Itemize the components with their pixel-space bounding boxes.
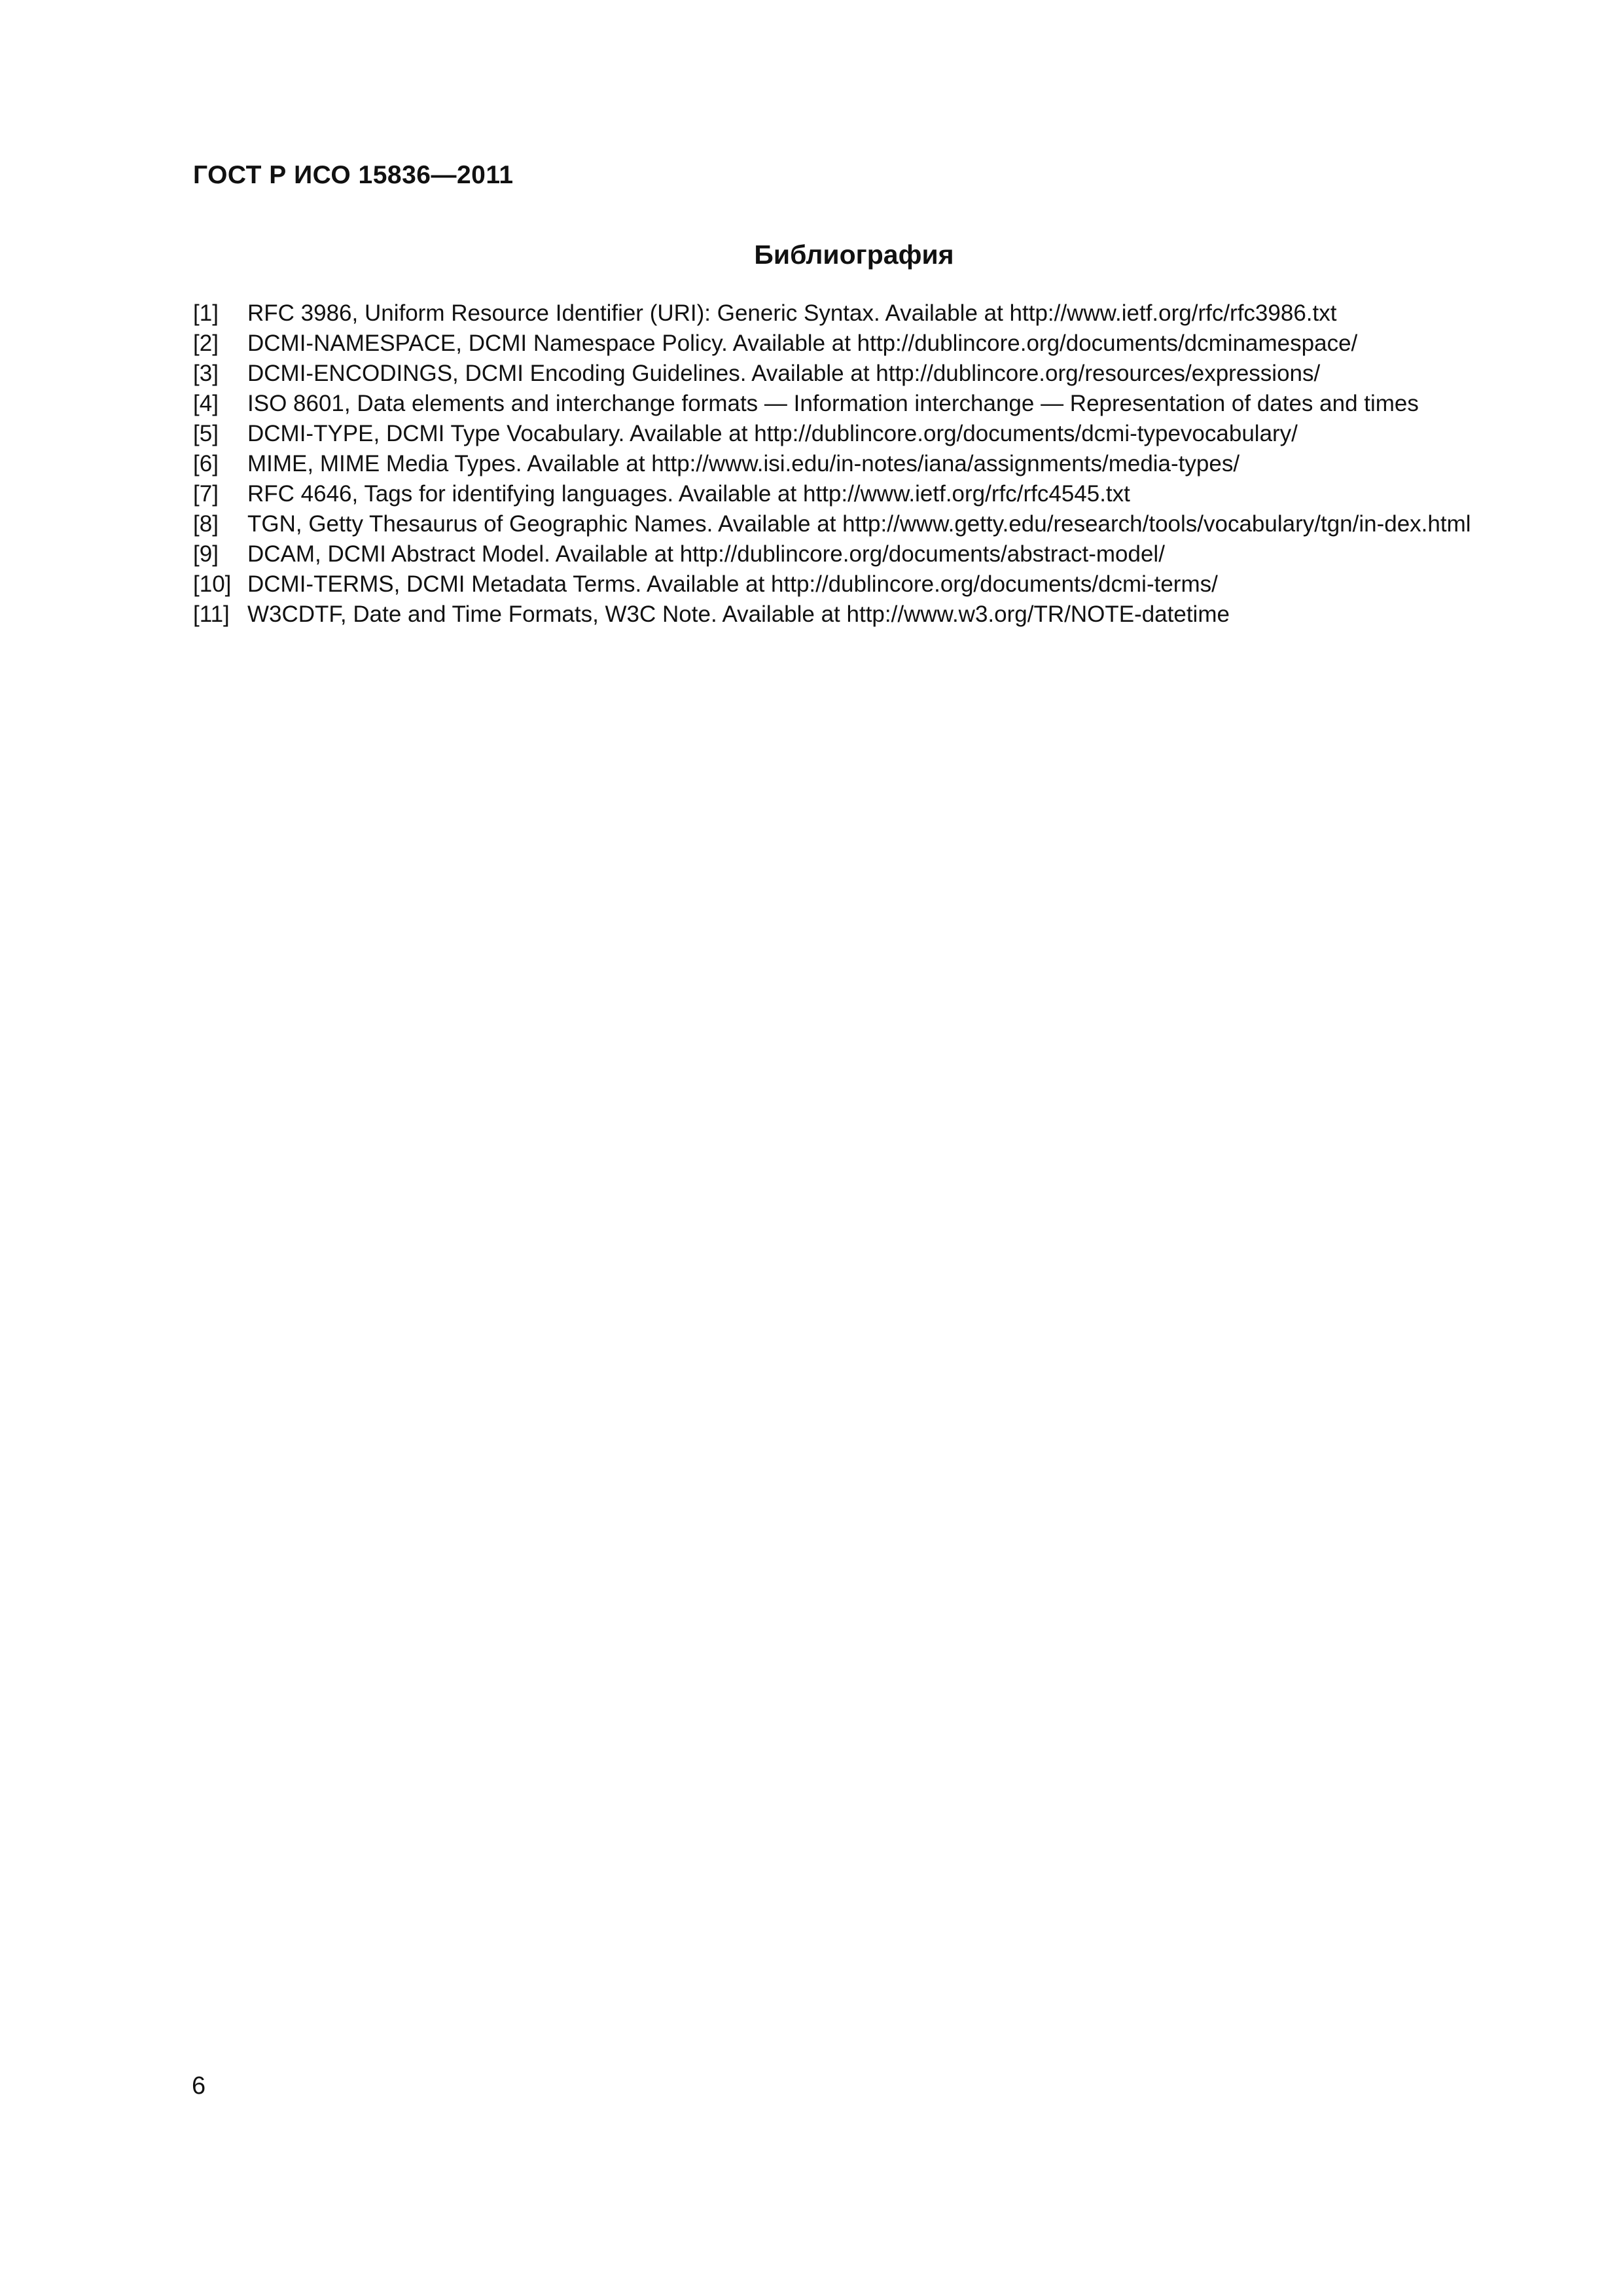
- page-number: 6: [192, 2072, 206, 2100]
- reference-text: W3CDTF, Date and Time Formats, W3C Note. Available at http://www.w3.org/TR/NOTE-datetime: [247, 601, 1230, 627]
- reference-number: [3]: [193, 361, 219, 386]
- reference-text: DCMI-NAMESPACE, DCMI Namespace Policy. Available at http://dublincore.org/documents/dcminamespace/: [247, 331, 1358, 356]
- reference-number: [9]: [193, 541, 219, 567]
- bibliography-item: [193, 569, 1528, 600]
- bibliography-item: [193, 298, 1528, 329]
- reference-number: [8]: [193, 511, 219, 537]
- reference-number: [4]: [193, 391, 219, 416]
- bibliography-item: [193, 600, 1528, 630]
- reference-text: DCAM, DCMI Abstract Model. Available at http://dublincore.org/documents/abstract-model/: [247, 541, 1165, 567]
- bibliography-item: [193, 479, 1528, 509]
- reference-number: [6]: [193, 451, 219, 476]
- reference-text: RFC 4646, Tags for identifying languages. Available at http://www.ietf.org/rfc/rfc4545.txt: [247, 481, 1130, 507]
- reference-text: TGN, Getty Thesaurus of Geographic Names. Available at http://www.getty.edu/research/tools/vocabulary/tgn/in-dex.html: [247, 511, 1471, 537]
- reference-text: ISO 8601, Data elements and interchange formats — Information interchange — Representation of dates and times: [247, 391, 1419, 416]
- reference-number: [1]: [193, 300, 219, 326]
- bibliography-item: [193, 449, 1528, 479]
- reference-text: MIME, MIME Media Types. Available at http://www.isi.edu/in-notes/iana/assignments/media-types/: [247, 451, 1240, 476]
- reference-text: DCMI-TERMS, DCMI Metadata Terms. Available at http://dublincore.org/documents/dcmi-terms/: [247, 571, 1218, 597]
- reference-number: [7]: [193, 481, 219, 507]
- bibliography-item: [193, 509, 1528, 539]
- reference-text: RFC 3986, Uniform Resource Identifier (URI): Generic Syntax. Available at http://www.ietf.org/rfc/rfc3986.txt: [247, 300, 1337, 326]
- bibliography-item: [193, 359, 1528, 389]
- reference-number: [10]: [193, 571, 232, 597]
- reference-text: DCMI-ENCODINGS, DCMI Encoding Guidelines. Available at http://dublincore.org/resources/expressions/: [247, 361, 1321, 386]
- reference-number: [11]: [193, 601, 230, 627]
- reference-number: [2]: [193, 331, 219, 356]
- bibliography-item: [193, 419, 1528, 449]
- bibliography-item: [193, 539, 1528, 569]
- bibliography-list: [193, 298, 1528, 630]
- document-code: ГОСТ Р ИСО 15836—2011: [193, 161, 514, 189]
- reference-number: [5]: [193, 421, 219, 446]
- reference-text: DCMI-TYPE, DCMI Type Vocabulary. Available at http://dublincore.org/documents/dcmi-typevocabulary/: [247, 421, 1298, 446]
- section-title: Библиография: [754, 240, 954, 270]
- bibliography-item: [193, 389, 1528, 419]
- bibliography-item: [193, 329, 1528, 359]
